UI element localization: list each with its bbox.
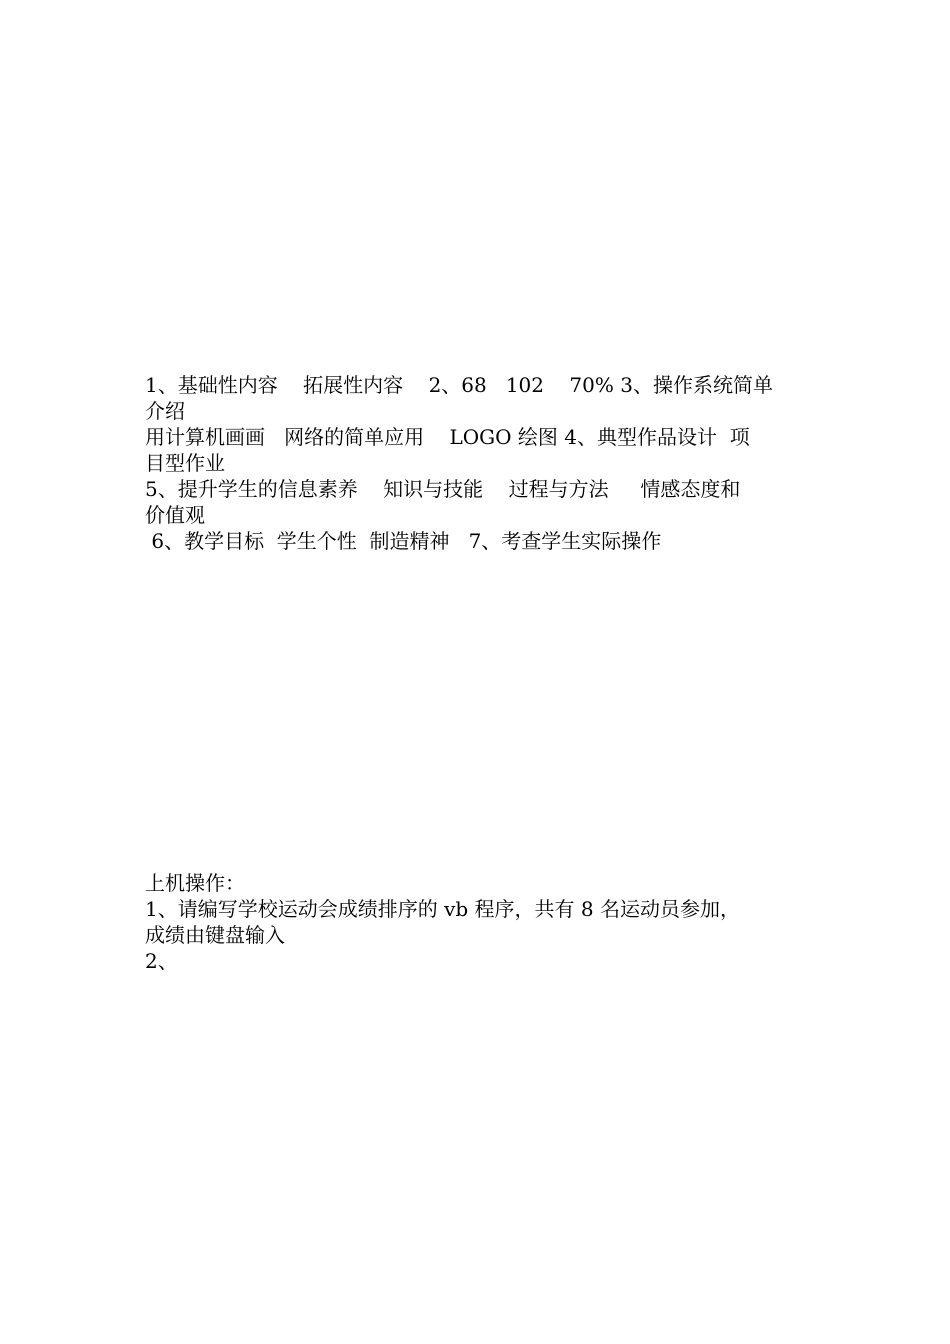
answer-line-4: 目型作业 <box>145 451 225 475</box>
practice-line-1: 1、请编写学校运动会成绩排序的 vb 程序，共有 8 名运动员参加， <box>145 897 740 921</box>
answer-line-6: 价值观 <box>145 503 205 527</box>
answer-line-3: 用计算机画画 网络的简单应用 LOGO 绘图 4、典型作品设计 项 <box>145 425 750 449</box>
practice-title: 上机操作： <box>145 871 245 895</box>
answer-line-7: 6、教学目标 学生个性 制造精神 7、考查学生实际操作 <box>145 529 662 553</box>
practice-block <box>145 870 810 974</box>
practice-line-2: 成绩由键盘输入 <box>145 923 285 947</box>
answer-line-2: 介绍 <box>145 399 185 423</box>
answer-key-block <box>145 372 810 554</box>
answer-line-5: 5、提升学生的信息素养 知识与技能 过程与方法 情感态度和 <box>145 477 741 501</box>
answer-line-1: 1、基础性内容 拓展性内容 2、68 102 70% 3、操作系统简单 <box>145 373 773 397</box>
practice-line-3: 2、 <box>145 949 178 973</box>
